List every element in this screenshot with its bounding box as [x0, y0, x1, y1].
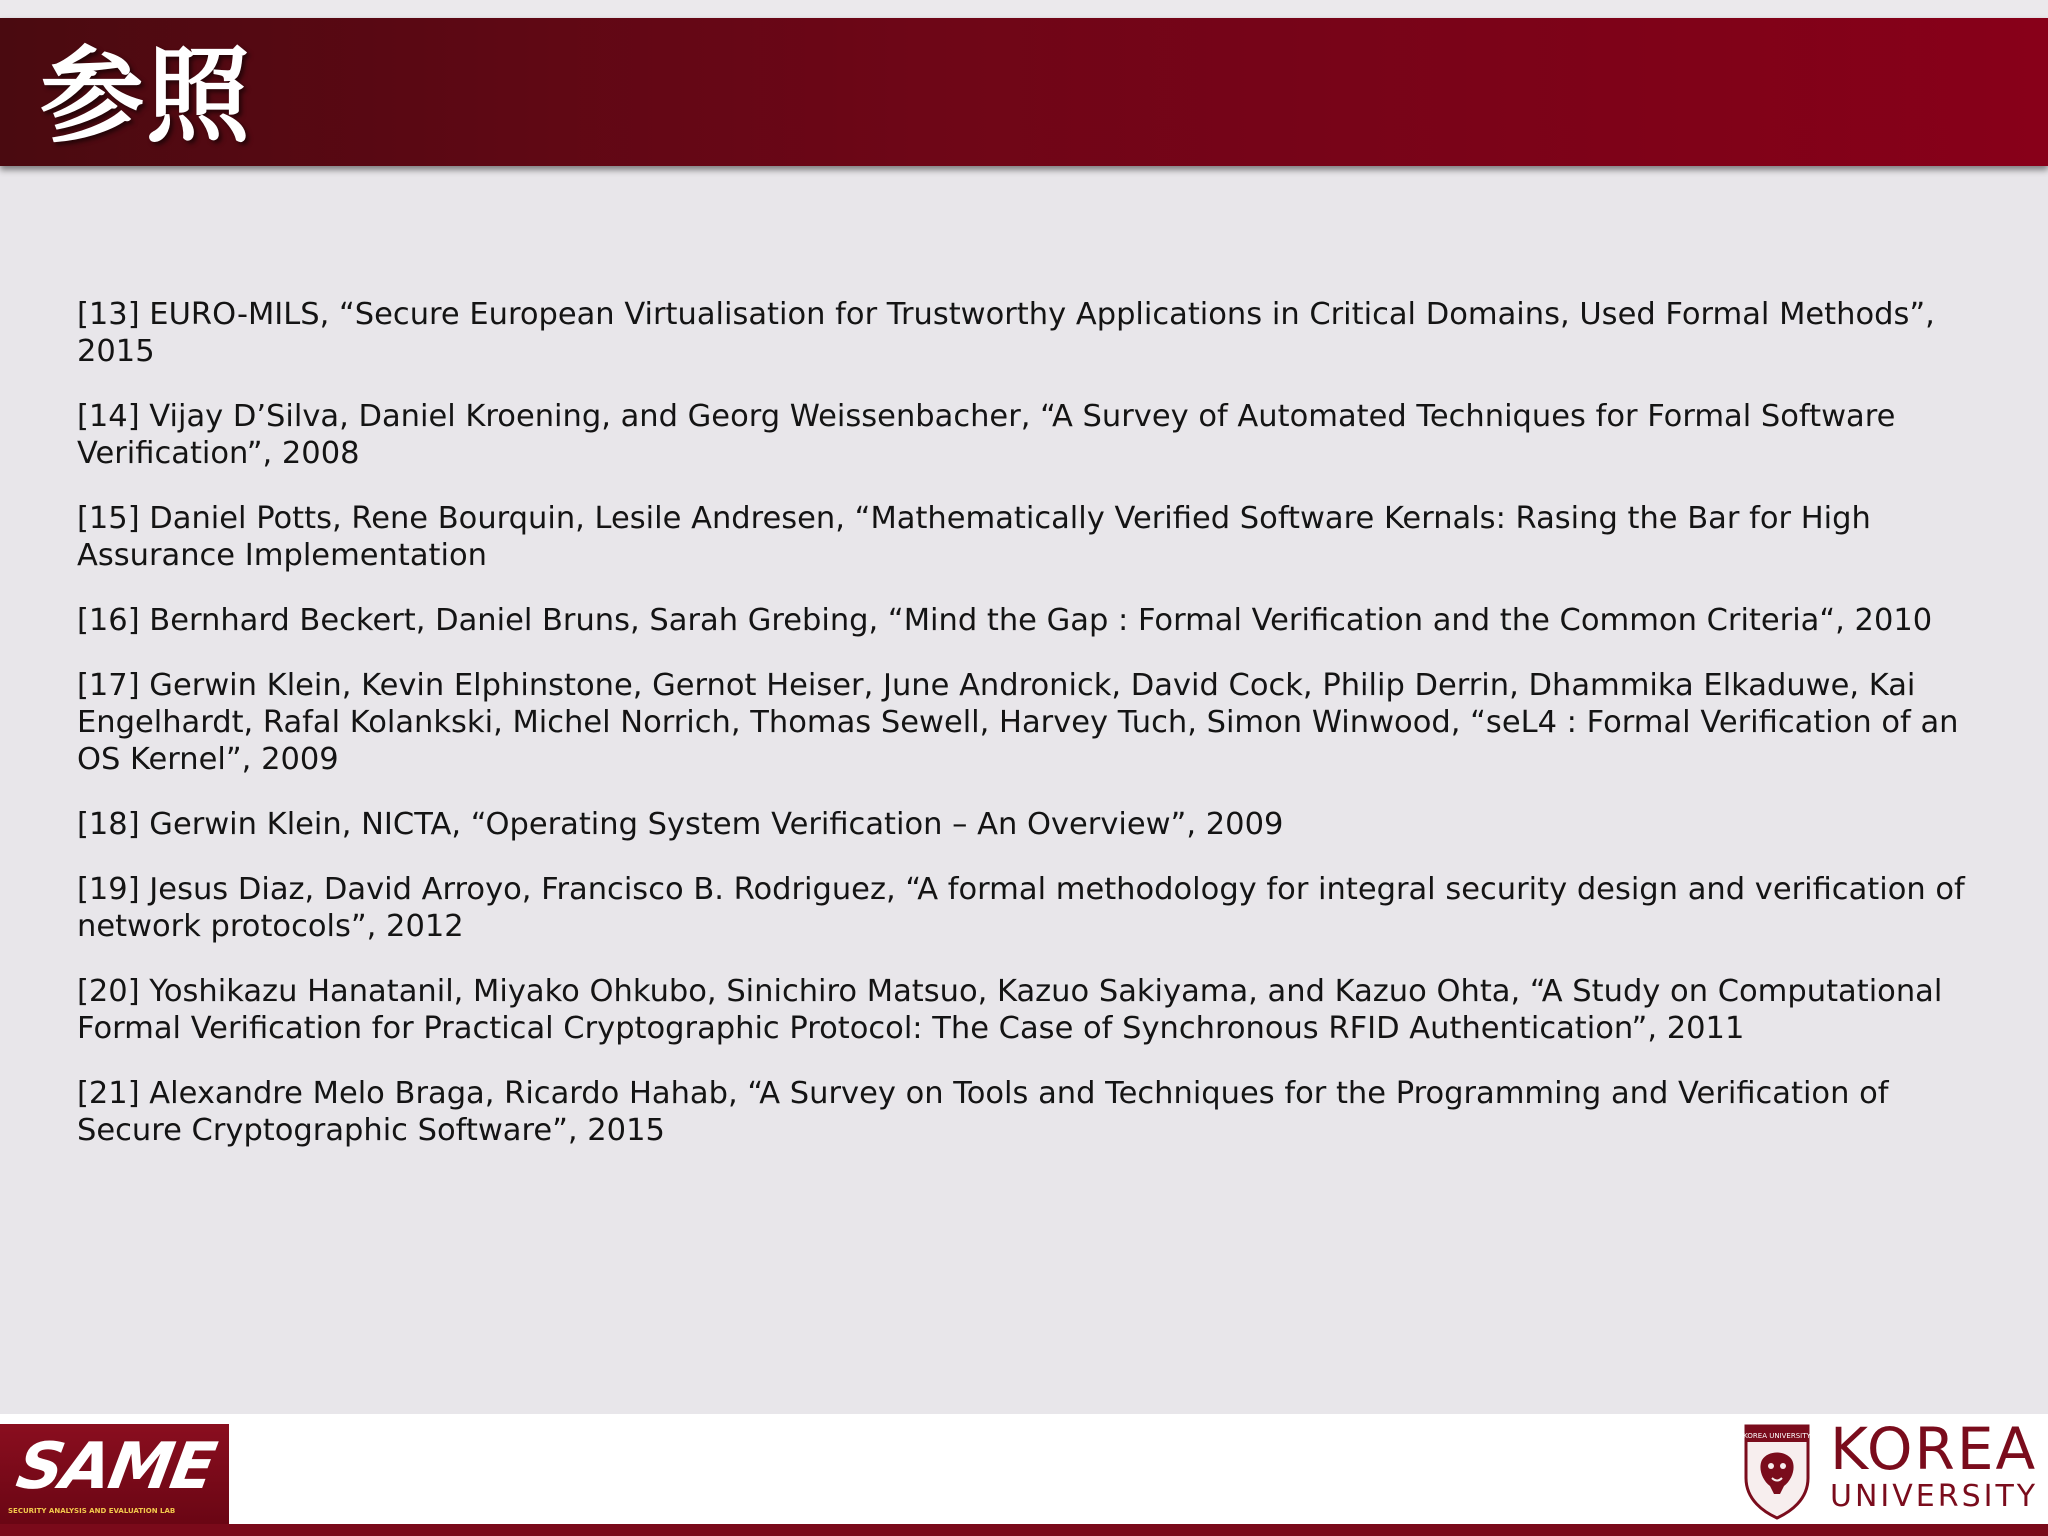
reference-item: [14] Vijay D’Silva, Daniel Kroening, and Georg Weissenbacher, “A Survey of Automated Techniques for Formal Software Verification”, 2008: [77, 399, 1896, 471]
footer-divider: [0, 1524, 2048, 1536]
same-logo-subtext: SECURITY ANALYSIS AND EVALUATION LAB: [8, 1507, 176, 1515]
top-strip: [0, 0, 2048, 18]
korea-wordmark-line1: KOREA: [1830, 1415, 2038, 1483]
korea-wordmark-line2: UNIVERSITY: [1830, 1479, 2039, 1514]
slide-title: 参照: [40, 35, 253, 157]
reference-item: [18] Gerwin Klein, NICTA, “Operating System Verification – An Overview”, 2009: [77, 807, 1284, 842]
korea-university-crest-icon: [1742, 1420, 1812, 1520]
footer: [0, 1414, 2048, 1524]
reference-item: [20] Yoshikazu Hanatanil, Miyako Ohkubo, Sinichiro Matsuo, Kazuo Sakiyama, and Kazuo Ohta, “A Study on Computational Formal Verification for Practical Cryptographic Protocol: The Case of Synchronous RFID Authentication”, 2011: [77, 974, 1943, 1046]
reference-item: [21] Alexandre Melo Braga, Ricardo Hahab, “A Survey on Tools and Techniques for the Programming and Verification of Secure Cryptographic Software”, 2015: [77, 1076, 1889, 1148]
reference-item: [19] Jesus Diaz, David Arroyo, Francisco B. Rodriguez, “A formal methodology for integral security design and verification of network protocols”, 2012: [77, 872, 1965, 944]
reference-list: [77, 296, 1987, 1177]
reference-item: [15] Daniel Potts, Rene Bourquin, Lesile Andresen, “Mathematically Verified Software Kernals: Rasing the Bar for High Assurance Implementation: [77, 501, 1871, 573]
reference-item: [16] Bernhard Beckert, Daniel Bruns, Sarah Grebing, “Mind the Gap : Formal Verification and the Common Criteria“, 2010: [77, 603, 1933, 638]
crest-text: KOREA UNIVERSITY: [1743, 1432, 1811, 1440]
title-bar: [0, 18, 2048, 166]
reference-item: [13] EURO-MILS, “Secure European Virtualisation for Trustworthy Applications in Critical Domains, Used Formal Methods”, 2015: [77, 297, 1935, 369]
same-logo-text: SAME: [11, 1430, 220, 1504]
same-lab-logo: [0, 1424, 229, 1524]
korea-university-wordmark: [1830, 1415, 2039, 1514]
reference-item: [17] Gerwin Klein, Kevin Elphinstone, Gernot Heiser, June Andronick, David Cock, Philip Derrin, Dhammika Elkaduwe, Kai Engelhardt, Rafal Kolankski, Michel Norrich, Thomas Sewell, Harvey Tuch, Simon Winwood, “seL4 : Formal Verification of an OS Kernel”, 2009: [77, 668, 1959, 777]
